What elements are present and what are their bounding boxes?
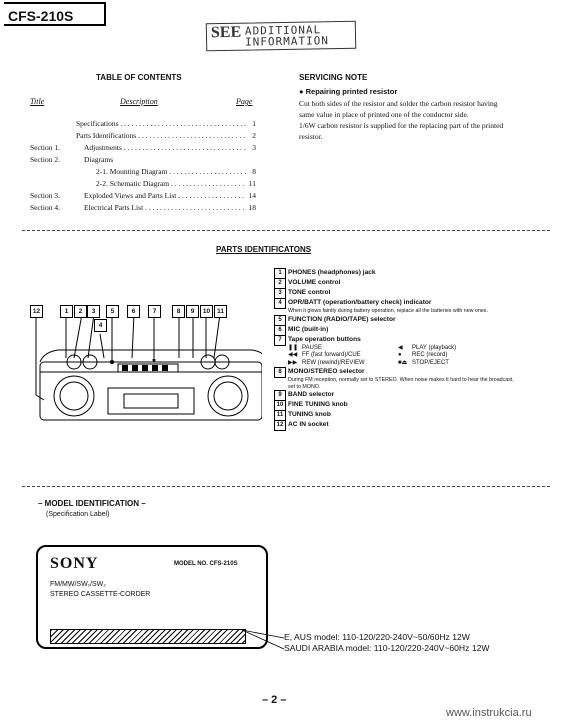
toc-text-label: Exploded Views and Parts List bbox=[84, 191, 177, 200]
label-bands bbox=[50, 580, 150, 600]
item-number: 2 bbox=[274, 278, 286, 289]
callout-5: 5 bbox=[106, 305, 119, 318]
watermark: www.instrukcia.ru bbox=[446, 707, 532, 719]
tape-symbol: ◀ bbox=[398, 344, 403, 351]
tape-symbol: ▶▶ bbox=[288, 359, 298, 366]
stamp-see: SEE bbox=[210, 23, 242, 42]
voltage-info bbox=[284, 632, 490, 654]
parts-list-item bbox=[274, 288, 514, 298]
tape-symbol: ◀◀ bbox=[288, 352, 298, 358]
toc-row bbox=[30, 130, 256, 142]
parts-list-item bbox=[274, 420, 514, 430]
specification-label bbox=[36, 545, 268, 649]
callout-8: 8 bbox=[172, 305, 185, 318]
toc-text-label: Electrical Parts List bbox=[84, 203, 144, 212]
toc-section bbox=[30, 166, 84, 178]
parts-list-item bbox=[274, 315, 514, 325]
model-id-heading: – MODEL IDENTIFICATION – bbox=[38, 499, 146, 508]
item-number: 3 bbox=[274, 288, 286, 299]
parts-list-item bbox=[274, 298, 514, 308]
toc-section: Section 4. bbox=[30, 203, 60, 212]
item-label: MIC (built-in) bbox=[288, 325, 329, 333]
callout-10: 10 bbox=[200, 305, 213, 318]
item-label: Tape operation buttons bbox=[288, 335, 361, 343]
callout-2: 2 bbox=[74, 305, 87, 318]
tape-symbol: ■⏏ bbox=[398, 359, 408, 366]
toc-page: 18 bbox=[248, 203, 256, 212]
device-drawing bbox=[22, 300, 262, 430]
toc-page: 3 bbox=[252, 143, 256, 152]
callout-7: 7 bbox=[148, 305, 161, 318]
callout-6: 6 bbox=[127, 305, 140, 318]
divider bbox=[22, 486, 550, 487]
tape-label: PLAY (playback) bbox=[412, 344, 457, 351]
toc-row bbox=[30, 202, 256, 214]
toc-text bbox=[84, 166, 246, 178]
product-type: STEREO CASSETTE-CORDER bbox=[50, 591, 151, 598]
tape-label: REC (record) bbox=[412, 352, 448, 358]
callout-9: 9 bbox=[186, 305, 199, 318]
parts-heading: PARTS IDENTIFICATONS bbox=[216, 245, 312, 254]
item-label: FUNCTION (RADIO/TAPE) selector bbox=[288, 315, 396, 323]
parts-list-item bbox=[274, 400, 514, 410]
servicing-subheading: ● Repairing printed resistor bbox=[299, 87, 398, 96]
callout-3: 3 bbox=[87, 305, 100, 318]
model-id-subheading: (Specification Label) bbox=[46, 511, 110, 518]
cassette-player-diagram bbox=[22, 300, 262, 430]
toc-text-label: Diagrams bbox=[84, 155, 114, 164]
sony-logo: SONY bbox=[50, 555, 99, 572]
toc-page: 1 bbox=[252, 119, 256, 128]
toc-text bbox=[84, 154, 246, 166]
toc-row bbox=[30, 166, 256, 178]
toc-heading: TABLE OF CONTENTS bbox=[96, 73, 182, 82]
stamp-line-2: INFORMATION bbox=[244, 34, 330, 49]
toc-page: 14 bbox=[248, 191, 256, 200]
item-label: TONE control bbox=[288, 289, 331, 296]
parts-list-item bbox=[274, 367, 514, 377]
toc-text bbox=[54, 118, 246, 130]
voltage-saudi: SAUDI ARABIA model: 110-120/220-240V~60Hz 12W bbox=[284, 643, 490, 653]
additional-information-stamp bbox=[206, 21, 356, 52]
toc-col-page: Page bbox=[236, 97, 253, 106]
item-label: BAND selector bbox=[288, 391, 335, 398]
toc-row bbox=[30, 142, 256, 154]
item-note: When it glows faintly during battery operation, replace all the batteries with new ones. bbox=[288, 308, 488, 314]
toc-row bbox=[30, 154, 256, 166]
parts-list-item bbox=[274, 325, 514, 335]
page-number: – 2 – bbox=[262, 694, 287, 706]
item-number: 8 bbox=[274, 367, 286, 378]
tape-buttons-legend bbox=[274, 345, 514, 368]
toc-page: 8 bbox=[252, 167, 256, 176]
toc-text bbox=[54, 130, 246, 142]
toc-section: Section 2. bbox=[30, 155, 60, 164]
item-label: VOLUME control bbox=[288, 279, 341, 286]
tape-label: REW (rewind)/REVIEW bbox=[302, 359, 365, 366]
toc-text bbox=[84, 190, 246, 202]
parts-list-item bbox=[274, 390, 514, 400]
item-note: During FM reception, normally set to STEREO. When noise makes it hard to hear the broadcast, set to MONO. bbox=[288, 377, 514, 390]
parts-list-item bbox=[274, 410, 514, 420]
tape-symbol: ● bbox=[398, 352, 402, 358]
parts-list-item bbox=[274, 278, 514, 288]
leader-lines bbox=[240, 620, 290, 650]
item-number: 9 bbox=[274, 390, 286, 401]
item-label: AC IN socket bbox=[288, 421, 329, 428]
toc-section bbox=[30, 178, 84, 190]
item-number: 5 bbox=[274, 315, 286, 326]
toc-text bbox=[84, 178, 246, 190]
callout-12: 12 bbox=[30, 305, 43, 318]
servicing-para-2: 1/6W carbon resistor is supplied for the replacing part of the printed resistor. bbox=[299, 121, 504, 141]
toc-row bbox=[30, 178, 256, 190]
voltage-e-aus: E, AUS model: 110-120/220-240V~50/60Hz 12W bbox=[284, 632, 470, 642]
toc-text-label: Parts Identifications bbox=[76, 131, 137, 140]
toc-page: 11 bbox=[248, 179, 256, 188]
toc-text bbox=[84, 202, 246, 214]
band-list: FM/MW/SW₁/SW₂ bbox=[50, 581, 107, 588]
toc-list bbox=[30, 118, 256, 214]
item-label: OPR/BATT (operation/battery check) indicator bbox=[288, 299, 432, 306]
toc-text-label: Specifications bbox=[76, 119, 119, 128]
item-label: TUNING knob bbox=[288, 411, 331, 418]
callout-1: 1 bbox=[60, 305, 73, 318]
callout-11: 11 bbox=[214, 305, 227, 318]
toc-text-label: 2-2. Schematic Diagram bbox=[96, 179, 170, 188]
tape-label: FF (fast forward)/CUE bbox=[302, 352, 361, 358]
tape-label: STOP/EJECT bbox=[412, 359, 449, 366]
toc-section: Section 3. bbox=[30, 191, 60, 200]
toc-row bbox=[30, 118, 256, 130]
toc-row bbox=[30, 190, 256, 202]
model-number: MODEL NO. CFS-210S bbox=[174, 561, 238, 567]
servicing-body bbox=[299, 98, 511, 142]
item-label: MONO/STEREO selector bbox=[288, 368, 365, 375]
toc-col-title: Title bbox=[30, 97, 45, 106]
servicing-para-1: Cut both sides of the resistor and solder the carbon resistor having same value in place of printed one of the conductor side. bbox=[299, 99, 498, 119]
callout-4: 4 bbox=[94, 319, 107, 332]
toc-page bbox=[246, 154, 256, 166]
item-number: 12 bbox=[274, 420, 286, 431]
item-number: 11 bbox=[274, 410, 286, 421]
servicing-heading: SERVICING NOTE bbox=[299, 73, 368, 82]
toc-text-label: Adjustments bbox=[84, 143, 122, 152]
item-number: 7 bbox=[274, 335, 286, 346]
servicing-subheading-text: Repairing printed resistor bbox=[305, 87, 398, 96]
tape-symbol: ❚❚ bbox=[288, 344, 299, 351]
toc-page: 2 bbox=[252, 131, 256, 140]
toc-col-description: Description bbox=[120, 97, 158, 106]
item-label: PHONES (headphones) jack bbox=[288, 269, 376, 276]
parts-list-item bbox=[274, 268, 514, 278]
parts-list-item bbox=[274, 335, 514, 345]
toc-text-label: 2-1. Mounting Diagram bbox=[96, 167, 168, 176]
voltage-hatch-area bbox=[50, 629, 246, 644]
item-number: 6 bbox=[274, 325, 286, 336]
item-label: FINE TUNING knob bbox=[288, 401, 348, 408]
divider bbox=[22, 230, 550, 231]
item-number: 1 bbox=[274, 268, 286, 279]
model-tag: CFS-210S bbox=[4, 2, 106, 26]
item-number: 10 bbox=[274, 400, 286, 411]
parts-list bbox=[274, 268, 514, 430]
toc-section: Section 1. bbox=[30, 143, 60, 152]
stamp-line-1: ADDITIONAL bbox=[244, 23, 322, 38]
toc-text bbox=[84, 142, 246, 154]
item-number: 4 bbox=[274, 298, 286, 309]
tape-label: PAUSE bbox=[302, 344, 322, 351]
